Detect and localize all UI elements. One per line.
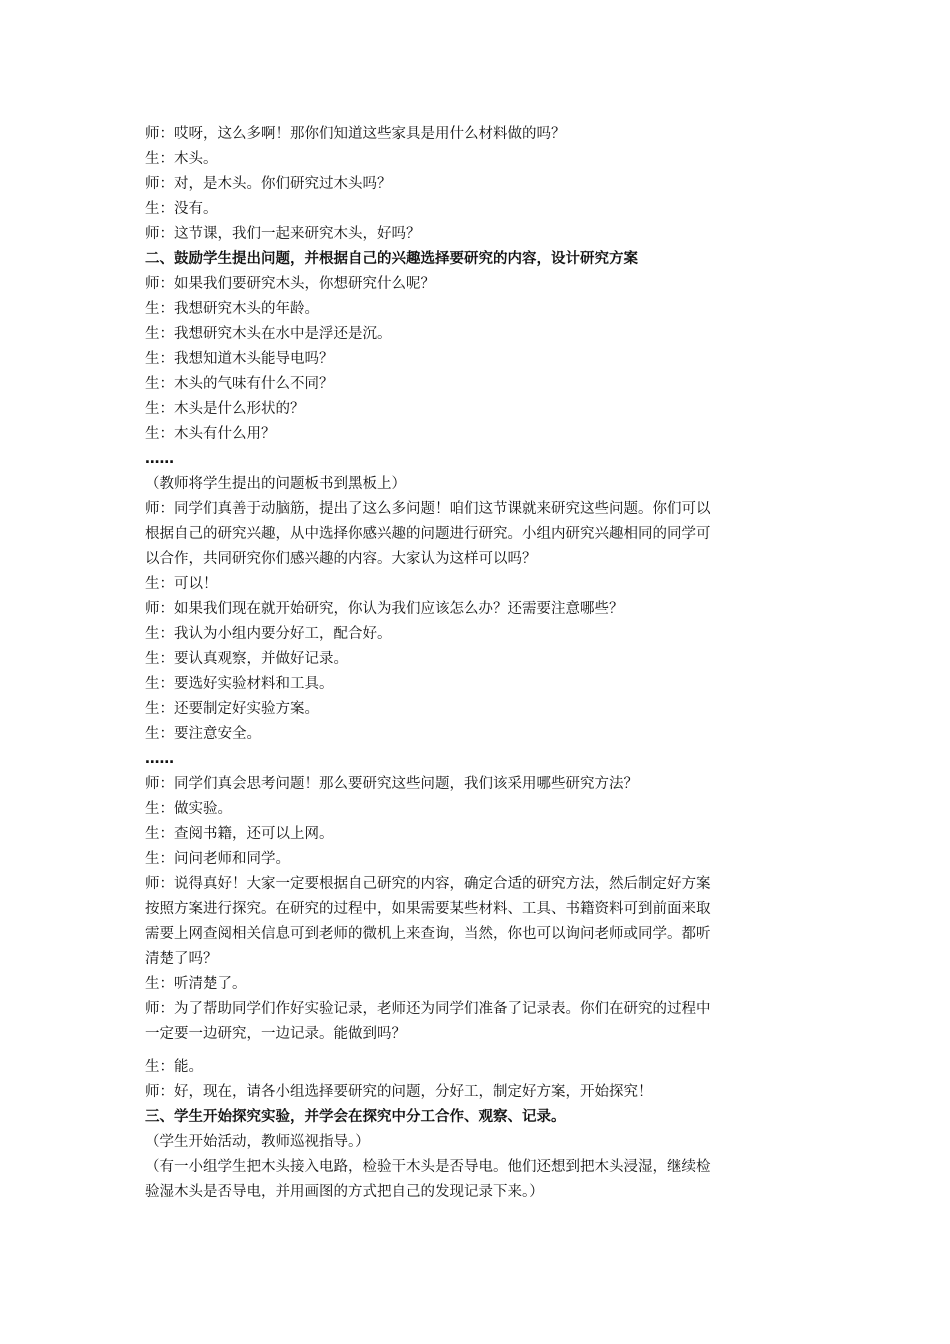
- dialogue-line: 师：这节课，我们一起来研究木头，好吗？: [145, 226, 421, 242]
- dialogue-line: 生：木头有什么用？: [145, 426, 276, 442]
- dialogue-line: 生：没有。: [145, 201, 218, 217]
- stage-direction: （教师将学生提出的问题板书到黑板上）: [145, 476, 406, 492]
- dialogue-line: 生：还要制定好实验方案。: [145, 701, 319, 717]
- dialogue-line: 师：说得真好！大家一定要根据自己研究的内容，确定合适的研究方法，然后制定好方案: [145, 876, 711, 892]
- ellipsis-line: ……: [145, 751, 174, 767]
- dialogue-line: 生：木头。: [145, 151, 218, 167]
- dialogue-line-continued: 根据自己的研究兴趣，从中选择你感兴趣的问题进行研究。小组内研究兴趣相同的同学可: [145, 526, 711, 542]
- dialogue-line: 师：好，现在，请各小组选择要研究的问题，分好工，制定好方案，开始探究！: [145, 1084, 653, 1100]
- dialogue-line-continued: 以合作，共同研究你们感兴趣的内容。大家认为这样可以吗？: [145, 551, 537, 567]
- section-heading-2: 二、鼓励学生提出问题，并根据自己的兴趣选择要研究的内容，设计研究方案: [145, 251, 638, 267]
- dialogue-line: 生：我想研究木头的年龄。: [145, 301, 319, 317]
- dialogue-line: 生：做实验。: [145, 801, 232, 817]
- stage-direction-continued: 验湿木头是否导电，并用画图的方式把自己的发现记录下来。）: [145, 1184, 544, 1200]
- dialogue-line: 生：可以！: [145, 576, 218, 592]
- dialogue-line: 生：能。: [145, 1059, 203, 1075]
- dialogue-line: 生：问问老师和同学。: [145, 851, 290, 867]
- dialogue-line: 师：如果我们要研究木头，你想研究什么呢？: [145, 276, 435, 292]
- dialogue-line: 师：同学们真会思考问题！那么要研究这些问题，我们该采用哪些研究方法？: [145, 776, 638, 792]
- ellipsis-line: ……: [145, 451, 174, 467]
- section-heading-3: 三、学生开始探究实验，并学会在探究中分工合作、观察、记录。: [145, 1109, 566, 1125]
- stage-direction: （有一小组学生把木头接入电路，检验干木头是否导电。他们还想到把木头浸湿，继续检: [145, 1159, 711, 1175]
- dialogue-line-continued: 按照方案进行探究。在研究的过程中，如果需要某些材料、工具、书籍资料可到前面来取: [145, 901, 711, 917]
- dialogue-line: 生：我想研究木头在水中是浮还是沉。: [145, 326, 392, 342]
- dialogue-line: 生：查阅书籍，还可以上网。: [145, 826, 334, 842]
- dialogue-line-continued: 一定要一边研究，一边记录。能做到吗？: [145, 1026, 406, 1042]
- dialogue-line-continued: 需要上网查阅相关信息可到老师的微机上来查询，当然，你也可以询问老师或同学。都听: [145, 926, 711, 942]
- dialogue-line: 生：木头的气味有什么不同？: [145, 376, 334, 392]
- document-body: [145, 122, 815, 1205]
- dialogue-line: 生：我想知道木头能导电吗？: [145, 351, 334, 367]
- dialogue-line: 师：哎呀，这么多啊！那你们知道这些家具是用什么材料做的吗？: [145, 126, 566, 142]
- dialogue-line: 师：同学们真善于动脑筋，提出了这么多问题！咱们这节课就来研究这些问题。你们可以: [145, 501, 711, 517]
- dialogue-line: 生：要注意安全。: [145, 726, 261, 742]
- dialogue-line: 师：为了帮助同学们作好实验记录，老师还为同学们准备了记录表。你们在研究的过程中: [145, 1001, 711, 1017]
- dialogue-line-continued: 清楚了吗？: [145, 951, 218, 967]
- dialogue-line: 生：要认真观察，并做好记录。: [145, 651, 348, 667]
- dialogue-line: 师：对，是木头。你们研究过木头吗？: [145, 176, 392, 192]
- dialogue-line: 师：如果我们现在就开始研究，你认为我们应该怎么办？还需要注意哪些？: [145, 601, 624, 617]
- dialogue-line: 生：我认为小组内要分好工，配合好。: [145, 626, 392, 642]
- stage-direction: （学生开始活动，教师巡视指导。）: [145, 1134, 370, 1150]
- dialogue-line: 生：木头是什么形状的？: [145, 401, 305, 417]
- dialogue-line: 生：听清楚了。: [145, 976, 247, 992]
- dialogue-line: 生：要选好实验材料和工具。: [145, 676, 334, 692]
